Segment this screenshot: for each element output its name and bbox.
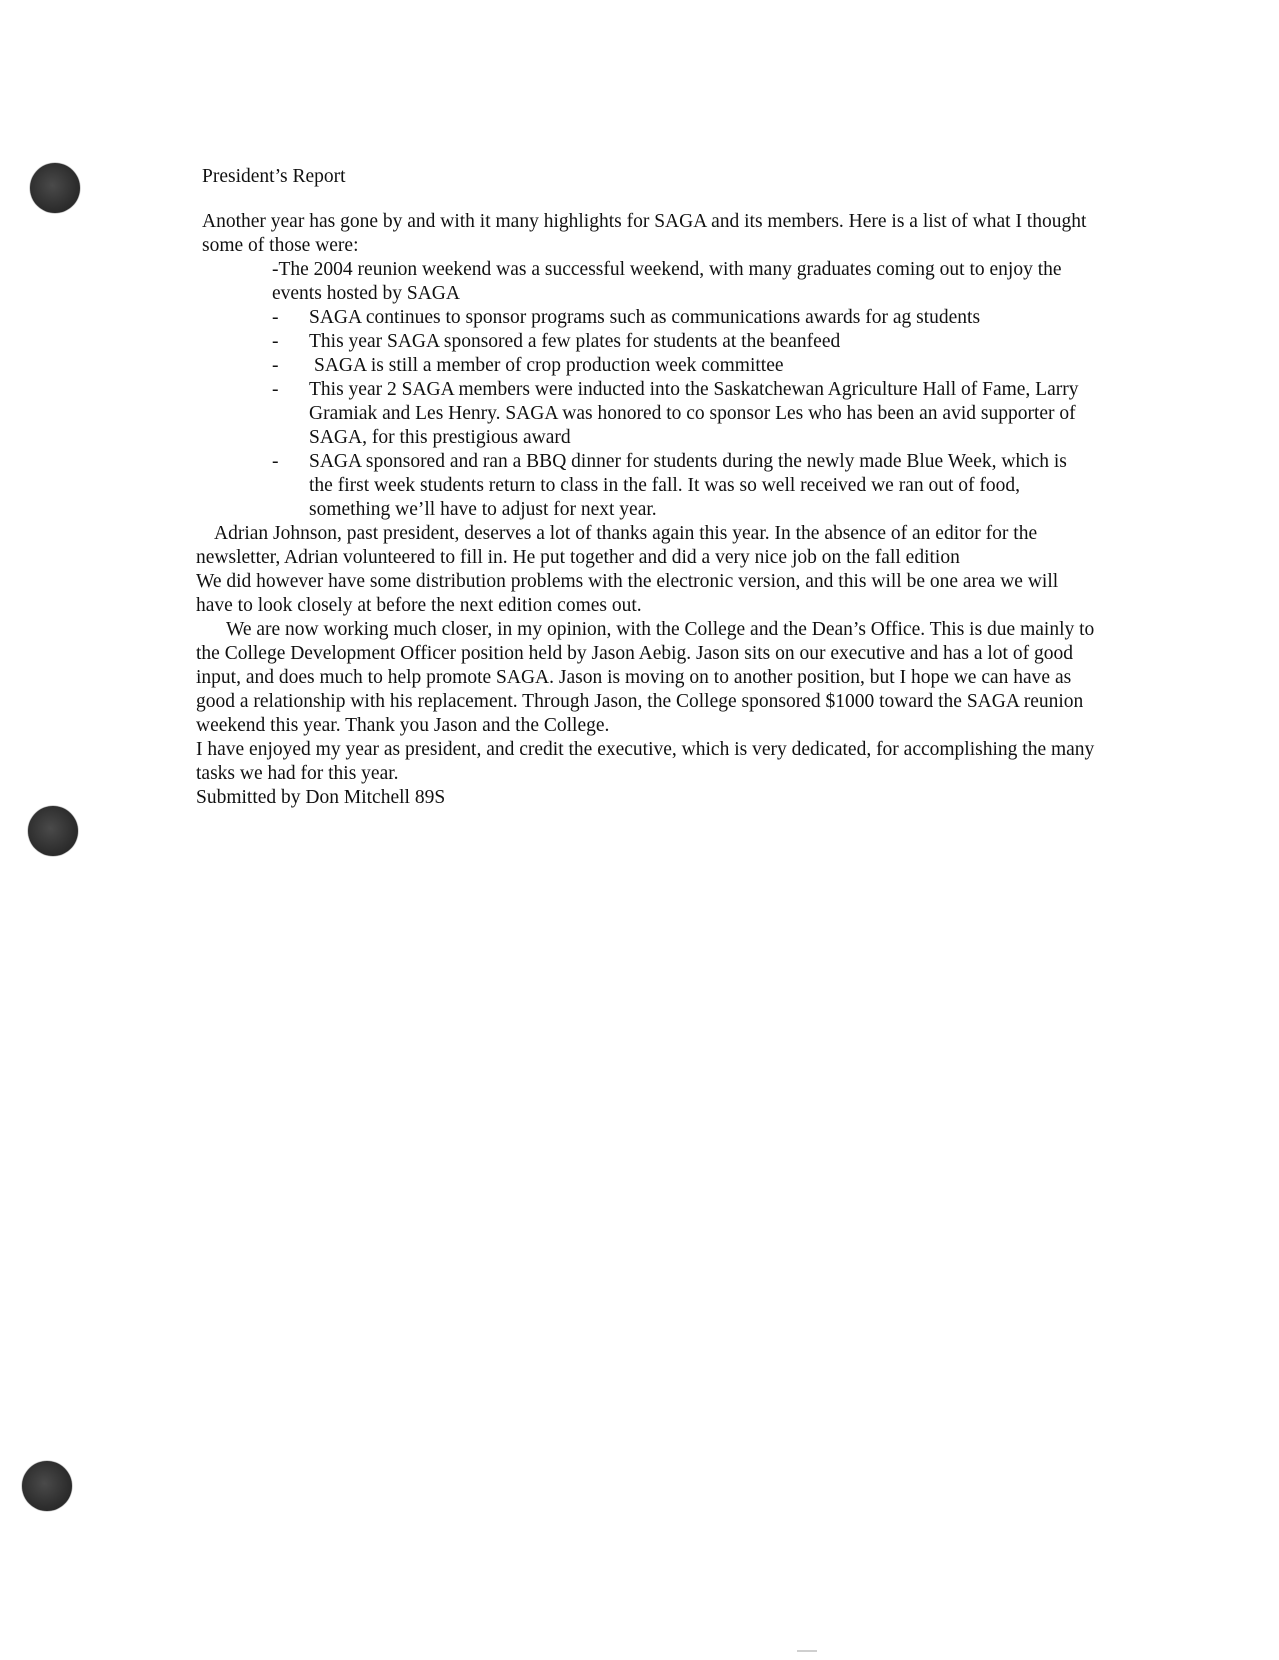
list-item-text: This year 2 SAGA members were inducted into the Saskatchewan Agriculture Hall of Fame, Larry Gramiak and Les Henry. SAGA was honored to co sponsor Les who has been an avid supporter of SAGA, for this prestigious award — [309, 379, 1079, 448]
list-item-text: SAGA sponsored and ran a BBQ dinner for students during the newly made Blue Week, which is the first week students return to class in the fall. It was so well received we ran out of food, something we’ll have to adjust for next year. — [309, 451, 1067, 520]
paragraph-college: We are now working much closer, in my opinion, with the College and the Dean’s Office. This is due mainly to the College Development Officer position held by Jason Aebig. Jason sits on our executive and has a lot of good input, and does much to help promote SAGA. Jason is moving on to another position, but I hope we can have as good a relationship with his replacement. Through Jason, the College sponsored $1000 toward the SAGA reunion weekend this year. Thank you Jason and the College. — [196, 619, 1095, 736]
punch-hole-middle — [28, 806, 78, 856]
intro-paragraph: Another year has gone by and with it many highlights for SAGA and its members. Here is a list of what I thought some of those were: — [202, 211, 1087, 256]
highlight-item-reunion: -The 2004 reunion weekend was a successful weekend, with many graduates coming out to enjoy the events hosted by SAGA — [272, 259, 1062, 304]
paragraph-closing: I have enjoyed my year as president, and credit the executive, which is very dedicated, for accomplishing the many tasks we had for this year. — [196, 739, 1095, 784]
list-item — [272, 330, 1079, 354]
list-item — [272, 450, 1079, 522]
list-item-text: This year SAGA sponsored a few plates for students at the beanfeed — [309, 331, 841, 352]
list-item — [272, 378, 1079, 450]
punch-hole-bottom — [22, 1461, 72, 1511]
signature: Submitted by Don Mitchell 89S — [196, 787, 446, 808]
bullet-dash: - — [272, 451, 279, 472]
paragraph-distribution: We did however have some distribution problems with the electronic version, and this will be one area we will have to look closely at before the next edition comes out. — [196, 571, 1059, 616]
list-item-text: SAGA continues to sponsor programs such as communications awards for ag students — [309, 307, 981, 328]
report-title: President’s Report — [202, 166, 346, 187]
bullet-dash: - — [272, 307, 279, 328]
punch-hole-top — [30, 163, 80, 213]
highlights-list — [196, 306, 1096, 522]
paragraph-adrian: Adrian Johnson, past president, deserves a lot of thanks again this year. In the absence of an editor for the newsletter, Adrian volunteered to fill in. He put together and did a very nice job on the fall edition — [196, 523, 1038, 568]
bullet-dash: - — [272, 355, 279, 376]
list-item-text: SAGA is still a member of crop production week committee — [314, 355, 784, 376]
scan-mark — [797, 1650, 817, 1652]
list-item — [272, 354, 1079, 378]
report-page — [196, 165, 1096, 810]
list-item — [272, 306, 1079, 330]
bullet-dash: - — [272, 379, 279, 400]
bullet-dash: - — [272, 331, 279, 352]
